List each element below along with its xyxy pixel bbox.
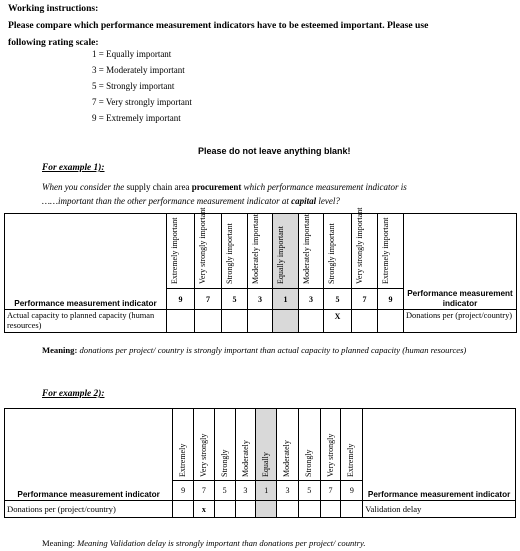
scale-number: 5 <box>222 289 248 310</box>
scale-label: Moderately <box>282 440 292 477</box>
rating-cell[interactable] <box>299 310 324 333</box>
scale-number: 3 <box>277 481 299 501</box>
scale-number: 1 <box>273 289 299 310</box>
rating-cell[interactable] <box>235 501 256 518</box>
scale-number: 3 <box>235 481 256 501</box>
instructions-line-1: Please compare which performance measurement indicators have to be esteemed important. Please use <box>8 20 429 31</box>
scale-label: Equally important <box>276 226 285 284</box>
scale-label: Moderately important <box>251 214 260 284</box>
rating-cell[interactable] <box>298 501 320 518</box>
scale-label: Extremely important <box>381 217 390 284</box>
scale-label: Extremely <box>346 443 356 477</box>
scale-header <box>378 214 404 289</box>
question-text: When you consider the <box>42 182 127 192</box>
scale-label: Strongly important <box>327 223 336 284</box>
example-1-title: For example 1): <box>42 163 105 173</box>
scale-number: 9 <box>341 481 363 501</box>
scale-label: Strongly <box>219 449 229 477</box>
rating-cell[interactable] <box>167 310 195 333</box>
scale-number: 5 <box>298 481 320 501</box>
rating-cell[interactable] <box>173 501 194 518</box>
rating-cell[interactable] <box>277 501 299 518</box>
scale-label: Extremely <box>178 443 188 477</box>
scale-label: Strongly <box>303 449 313 477</box>
no-blank-note: Please do not leave anything blank! <box>198 146 351 156</box>
scale-header <box>277 409 299 481</box>
example-1-question-line-2 <box>42 196 340 206</box>
rating-scale-item: 5 = Strongly important <box>92 81 175 91</box>
meaning-label: Meaning: <box>42 345 78 355</box>
row-right-indicator: Donations per (project/country) <box>404 310 517 333</box>
rating-cell[interactable] <box>214 501 235 518</box>
meaning-label: Meaning: <box>42 538 75 548</box>
scale-header <box>214 409 235 481</box>
header-left: Performance measurement indicator <box>5 214 167 310</box>
scale-number: 9 <box>173 481 194 501</box>
rating-cell[interactable] <box>256 501 277 518</box>
rating-cell-marked[interactable]: x <box>194 501 215 518</box>
instructions-heading: Working instructions: <box>8 3 99 14</box>
scale-header <box>256 409 277 481</box>
rating-scale-item: 3 = Moderately important <box>92 65 185 75</box>
scale-number: 5 <box>324 289 352 310</box>
scale-label: Extremely important <box>170 217 179 284</box>
scale-header <box>167 214 195 289</box>
meaning-text: donations per project/ country is strongly important than actual capacity to planned capacity (human resources) <box>77 345 467 355</box>
rating-cell[interactable] <box>352 310 378 333</box>
scale-header <box>194 409 215 481</box>
scale-header <box>299 214 324 289</box>
question-keyword: capital <box>291 196 317 206</box>
example-1-meaning <box>42 342 482 359</box>
rating-cell[interactable] <box>341 501 363 518</box>
rating-cell[interactable] <box>378 310 404 333</box>
rating-cell[interactable] <box>248 310 273 333</box>
example-1-question-line-1 <box>42 182 407 192</box>
scale-label: Moderately <box>240 440 250 477</box>
scale-label: Very strongly important <box>355 207 364 284</box>
scale-number: 7 <box>352 289 378 310</box>
scale-header <box>324 214 352 289</box>
scale-number: 3 <box>299 289 324 310</box>
scale-header <box>222 214 248 289</box>
example-1-table <box>4 207 517 333</box>
scale-number: 5 <box>214 481 235 501</box>
example-2-meaning <box>42 538 366 548</box>
meaning-text: Meaning Validation delay is strongly important than donations per project/ country. <box>74 538 366 548</box>
scale-header <box>248 214 273 289</box>
rating-scale-item: 7 = Very strongly important <box>92 97 192 107</box>
scale-number: 7 <box>195 289 222 310</box>
scale-label: Very strongly <box>199 433 209 477</box>
rating-scale-item: 1 = Equally important <box>92 49 172 59</box>
scale-label: Moderately important <box>302 214 311 284</box>
scale-number: 3 <box>248 289 273 310</box>
scale-number: 7 <box>320 481 341 501</box>
scale-label: Strongly important <box>225 223 234 284</box>
rating-cell[interactable] <box>320 501 341 518</box>
rating-cell[interactable] <box>222 310 248 333</box>
question-text: level? <box>316 196 340 206</box>
row-left-indicator: Donations per (project/country) <box>5 501 173 518</box>
scale-header <box>341 409 363 481</box>
scale-header <box>298 409 320 481</box>
example-2-title: For example 2): <box>42 389 105 399</box>
scale-number: 9 <box>378 289 404 310</box>
question-text: supply chain area <box>126 182 192 192</box>
instructions-line-2: following rating scale: <box>8 37 99 48</box>
scale-label: Equally <box>261 452 271 477</box>
rating-scale-item: 9 = Extremely important <box>92 113 181 123</box>
scale-number: 9 <box>167 289 195 310</box>
scale-header <box>173 409 194 481</box>
row-right-indicator: Validation delay <box>363 501 516 518</box>
question-text: ……important than the other performance measurement indicator at <box>42 196 292 206</box>
scale-number: 7 <box>194 481 215 501</box>
example-2-table <box>4 408 516 518</box>
scale-number: 1 <box>256 481 277 501</box>
rating-cell[interactable] <box>273 310 299 333</box>
scale-header <box>273 214 299 289</box>
header-right: Performance measurement indicator <box>404 214 517 310</box>
header-right: Performance measurement indicator <box>363 409 516 501</box>
scale-label: Very strongly important <box>198 207 207 284</box>
rating-cell[interactable] <box>195 310 222 333</box>
header-left: Performance measurement indicator <box>5 409 173 501</box>
rating-cell-marked[interactable]: X <box>324 310 352 333</box>
question-keyword: procurement <box>191 182 242 192</box>
row-left-indicator: Actual capacity to planned capacity (human resources) <box>5 310 167 333</box>
scale-header <box>352 207 378 289</box>
question-text: which performance measurement indicator is <box>241 182 407 192</box>
scale-header <box>195 207 222 289</box>
scale-header <box>235 409 256 481</box>
scale-header <box>320 409 341 481</box>
scale-label: Very strongly <box>325 433 335 477</box>
